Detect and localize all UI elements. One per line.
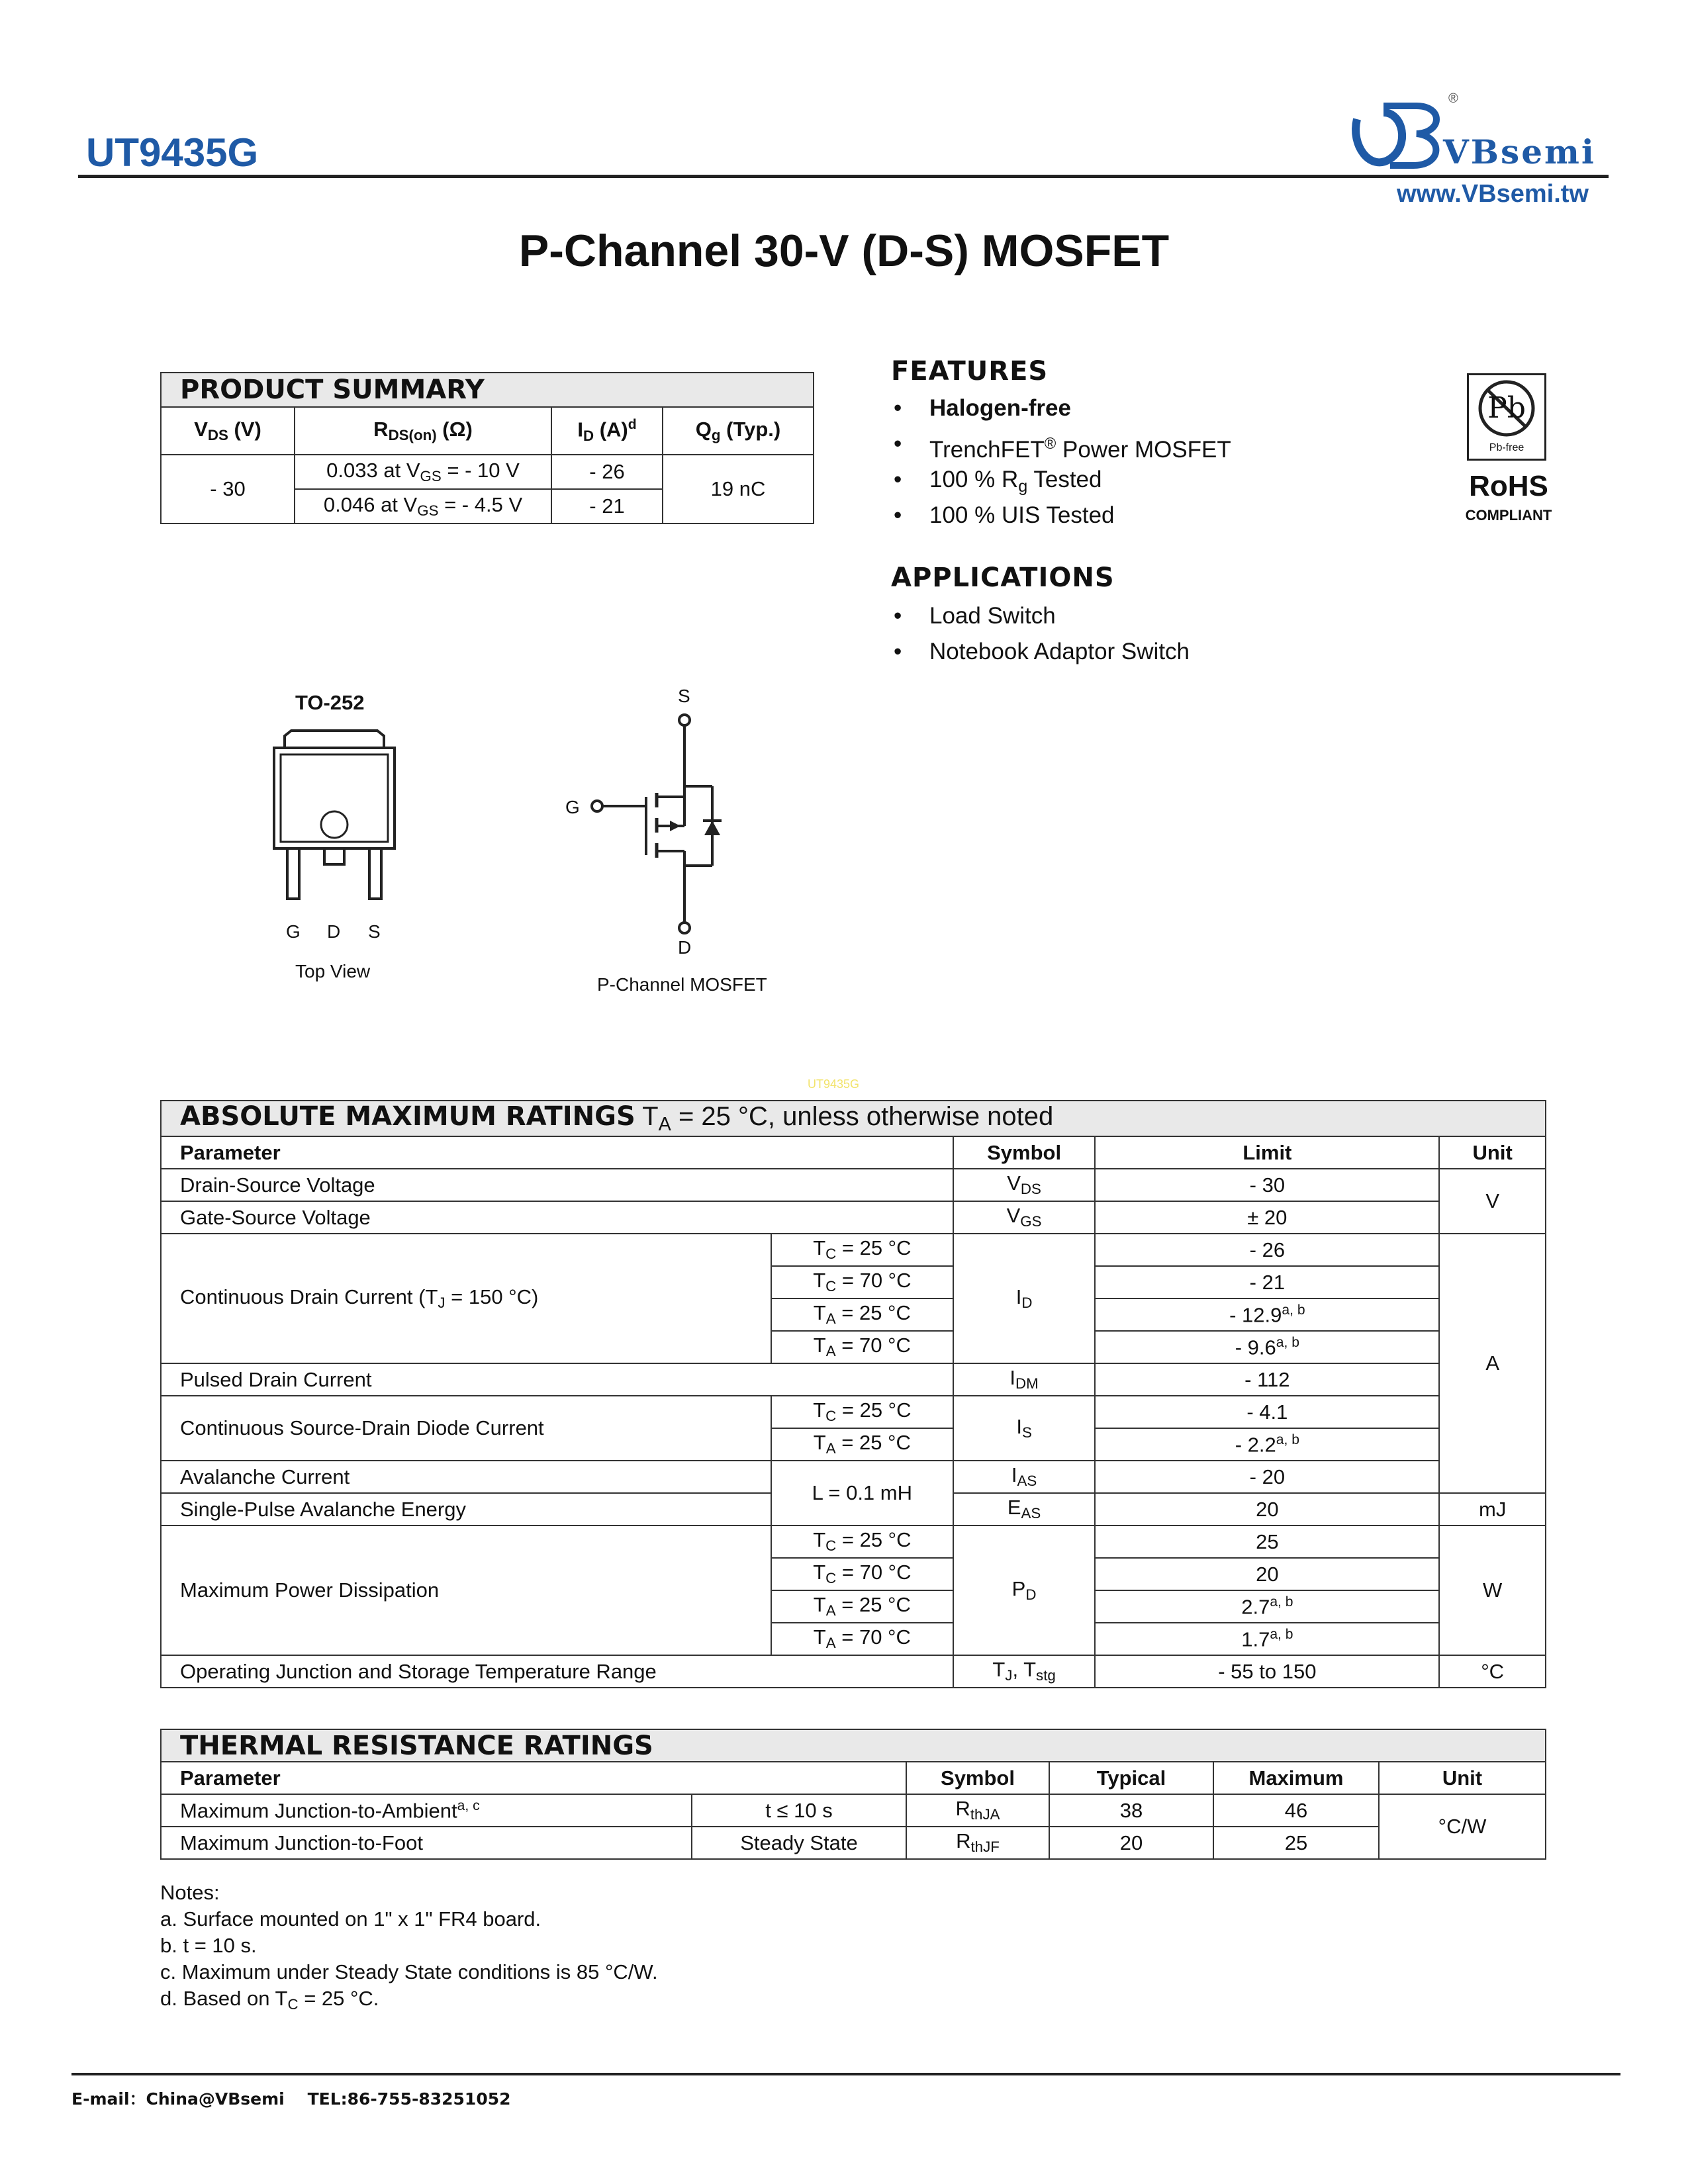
limit-cell: 2.7$^{a, b}$ — [1095, 1590, 1439, 1623]
symbol-cell: $V_{GS}$ — [953, 1201, 1096, 1234]
symbol-cell: $I_{AS}$ — [953, 1461, 1096, 1493]
symbol-cell: $V_{DS}$ — [953, 1169, 1096, 1201]
condition-cell: $T_C = 25$ °C — [771, 1234, 953, 1266]
vds-value: - 30 — [161, 455, 295, 523]
brand-name: VBsemi — [1443, 132, 1596, 171]
table-row: Maximum Junction-to-Foot — [161, 1827, 692, 1859]
limit-cell: 20 — [1095, 1558, 1439, 1590]
limit-cell: - 55 to 150 — [1095, 1655, 1439, 1688]
note-b: b. t = 10 s. — [160, 1934, 257, 1957]
unit-cell: °C — [1439, 1655, 1546, 1688]
condition-cell: $T_A = 70$ °C — [771, 1623, 953, 1655]
typical-cell: 20 — [1049, 1827, 1213, 1859]
condition-cell: $T_A = 25$ °C — [771, 1428, 953, 1461]
condition-cell: $T_C = 70$ °C — [771, 1266, 953, 1298]
table-row: Maximum Power Dissipation — [161, 1525, 771, 1655]
pin-g-label: G — [286, 921, 301, 942]
maximum-cell: 25 — [1213, 1827, 1379, 1859]
p-channel-mosfet-symbol-icon — [583, 708, 728, 940]
unit-cell: V — [1439, 1169, 1546, 1234]
id-row-1: - 26 — [551, 455, 663, 489]
package-name: TO-252 — [295, 691, 365, 714]
limit-cell: 1.7$^{a, b}$ — [1095, 1623, 1439, 1655]
list-item: • Halogen-free — [891, 390, 1231, 426]
list-item: • Load Switch — [891, 598, 1190, 634]
condition-cell: $T_C = 25$ °C — [771, 1525, 953, 1558]
limit-cell: - 30 — [1095, 1169, 1439, 1201]
rohs-label: RoHS — [1469, 470, 1548, 502]
symbol-cell: $T_J$, $T_{stg}$ — [953, 1655, 1096, 1688]
symbol-cell: $E_{AS}$ — [953, 1493, 1096, 1525]
product-summary-heading: PRODUCT SUMMARY — [161, 373, 814, 407]
condition-cell: Steady State — [692, 1827, 906, 1859]
unit-cell: °C/W — [1379, 1794, 1546, 1859]
col-parameter: Parameter — [161, 1136, 953, 1169]
typical-cell: 38 — [1049, 1794, 1213, 1827]
brand-url[interactable]: www.VBsemi.tw — [1397, 180, 1589, 208]
notes-title: Notes: — [160, 1881, 220, 1904]
note-d: d. Based on $T_C = 25$ °C. — [160, 1987, 379, 2013]
table-row: Drain-Source Voltage — [161, 1169, 953, 1201]
notes — [160, 1880, 658, 2018]
unit-cell: mJ — [1439, 1493, 1546, 1525]
absolute-maximum-ratings-table — [160, 1100, 1546, 1688]
id-row-2: - 21 — [551, 489, 663, 523]
limit-cell: - 12.9$^{a, b}$ — [1095, 1298, 1439, 1331]
condition-cell: $T_C = 70$ °C — [771, 1558, 953, 1590]
symbol-cell: $R_{thJF}$ — [906, 1827, 1049, 1859]
pb-symbol: Pb — [1487, 391, 1526, 425]
note-c: c. Maximum under Steady State conditions is 85 °C/W. — [160, 1960, 658, 1983]
abs-max-heading: ABSOLUTE MAXIMUM RATINGS $T_A = 25$ °C, unless otherwise noted — [161, 1101, 1546, 1136]
symbol-cell: $I_D$ — [953, 1234, 1096, 1363]
symbol-drain-label: D — [678, 937, 692, 958]
col-vds: $V_{DS}$ (V) — [161, 407, 295, 455]
applications-heading: APPLICATIONS — [891, 563, 1115, 593]
pb-free-label: Pb-free — [1489, 442, 1524, 453]
table-row: Continuous Drain Current ($T_J = 150$ °C) — [161, 1234, 771, 1363]
condition-cell: $T_C = 25$ °C — [771, 1396, 953, 1428]
symbol-cell: $P_D$ — [953, 1525, 1096, 1655]
table-row: Single-Pulse Avalanche Energy — [161, 1493, 771, 1525]
table-row: Maximum Junction-to-Ambient$^{a, c}$ — [161, 1794, 692, 1827]
col-rds: $R_{DS(on)}$ (Ω) — [295, 407, 551, 455]
col-symbol: Symbol — [906, 1762, 1049, 1794]
features-list — [891, 390, 1231, 533]
features-heading: FEATURES — [891, 356, 1049, 387]
product-summary-table — [160, 372, 814, 524]
rohs-compliant-label: COMPLIANT — [1465, 507, 1552, 523]
list-item: • TrenchFET® Power MOSFET — [891, 426, 1231, 462]
rds-row-2: 0.046 at $V_{GS}$ = - 4.5 V — [295, 489, 551, 523]
thermal-heading: THERMAL RESISTANCE RATINGS — [161, 1729, 1546, 1762]
limit-cell: - 26 — [1095, 1234, 1439, 1266]
list-item: • 100 % UIS Tested — [891, 498, 1231, 533]
condition-cell: $T_A = 25$ °C — [771, 1298, 953, 1331]
col-id: $I_D$ $(A)^d$ — [551, 407, 663, 455]
list-item: • Notebook Adaptor Switch — [891, 634, 1190, 670]
col-limit: Limit — [1095, 1136, 1439, 1169]
col-symbol: Symbol — [953, 1136, 1096, 1169]
limit-cell: - 9.6$^{a, b}$ — [1095, 1331, 1439, 1363]
to252-package-icon — [265, 721, 404, 920]
applications-list — [891, 598, 1190, 670]
condition-cell: t ≤ 10 s — [692, 1794, 906, 1827]
symbol-gate-label: G — [565, 797, 580, 817]
pin-s-label: S — [368, 921, 381, 942]
col-unit: Unit — [1379, 1762, 1546, 1794]
limit-cell: ± 20 — [1095, 1201, 1439, 1234]
qg-value: 19 nC — [663, 455, 814, 523]
symbol-cell: $I_S$ — [953, 1396, 1096, 1461]
table-row: Gate-Source Voltage — [161, 1201, 953, 1234]
col-typical: Typical — [1049, 1762, 1213, 1794]
mosfet-symbol-caption: P-Channel MOSFET — [597, 974, 767, 995]
maximum-cell: 46 — [1213, 1794, 1379, 1827]
limit-cell: 25 — [1095, 1525, 1439, 1558]
footer-contact: E-mail：China@VBsemi TEL:86-755-83251052 — [71, 2089, 511, 2109]
col-unit: Unit — [1439, 1136, 1546, 1169]
note-a: a. Surface mounted on 1" x 1" FR4 board. — [160, 1907, 541, 1931]
table-row: Pulsed Drain Current — [161, 1363, 953, 1396]
table-row: Avalanche Current — [161, 1461, 771, 1493]
thermal-resistance-table — [160, 1729, 1546, 1860]
condition-cell: $T_A = 70$ °C — [771, 1331, 953, 1363]
limit-cell: - 4.1 — [1095, 1396, 1439, 1428]
col-qg: $Q_g$ (Typ.) — [663, 407, 814, 455]
limit-cell: - 21 — [1095, 1266, 1439, 1298]
list-item: • 100 % $R_g$ Tested — [891, 462, 1231, 498]
unit-cell: A — [1439, 1234, 1546, 1493]
document-title: P-Channel 30-V (D-S) MOSFET — [518, 226, 1170, 276]
limit-cell: - 20 — [1095, 1461, 1439, 1493]
header-divider — [78, 175, 1609, 178]
condition-cell: $T_A = 25$ °C — [771, 1590, 953, 1623]
part-number: UT9435G — [86, 130, 259, 175]
condition-cell: L = 0.1 mH — [771, 1461, 953, 1525]
symbol-source-label: S — [678, 686, 690, 706]
col-parameter: Parameter — [161, 1762, 906, 1794]
vbsemi-logo-icon — [1344, 93, 1450, 179]
pin-d-label: D — [327, 921, 341, 942]
col-maximum: Maximum — [1213, 1762, 1379, 1794]
top-view-caption: Top View — [295, 961, 371, 981]
table-row: Continuous Source-Drain Diode Current — [161, 1396, 771, 1461]
unit-cell: W — [1439, 1525, 1546, 1655]
footer-divider — [71, 2073, 1620, 2075]
table-row: Operating Junction and Storage Temperature Range — [161, 1655, 953, 1688]
limit-cell: - 112 — [1095, 1363, 1439, 1396]
registered-mark: ® — [1448, 91, 1458, 106]
symbol-cell: $R_{thJA}$ — [906, 1794, 1049, 1827]
rds-row-1: 0.033 at $V_{GS}$ = - 10 V — [295, 455, 551, 489]
limit-cell: - 2.2$^{a, b}$ — [1095, 1428, 1439, 1461]
limit-cell: 20 — [1095, 1493, 1439, 1525]
symbol-cell: $I_{DM}$ — [953, 1363, 1096, 1396]
watermark: UT9435G — [808, 1077, 860, 1091]
